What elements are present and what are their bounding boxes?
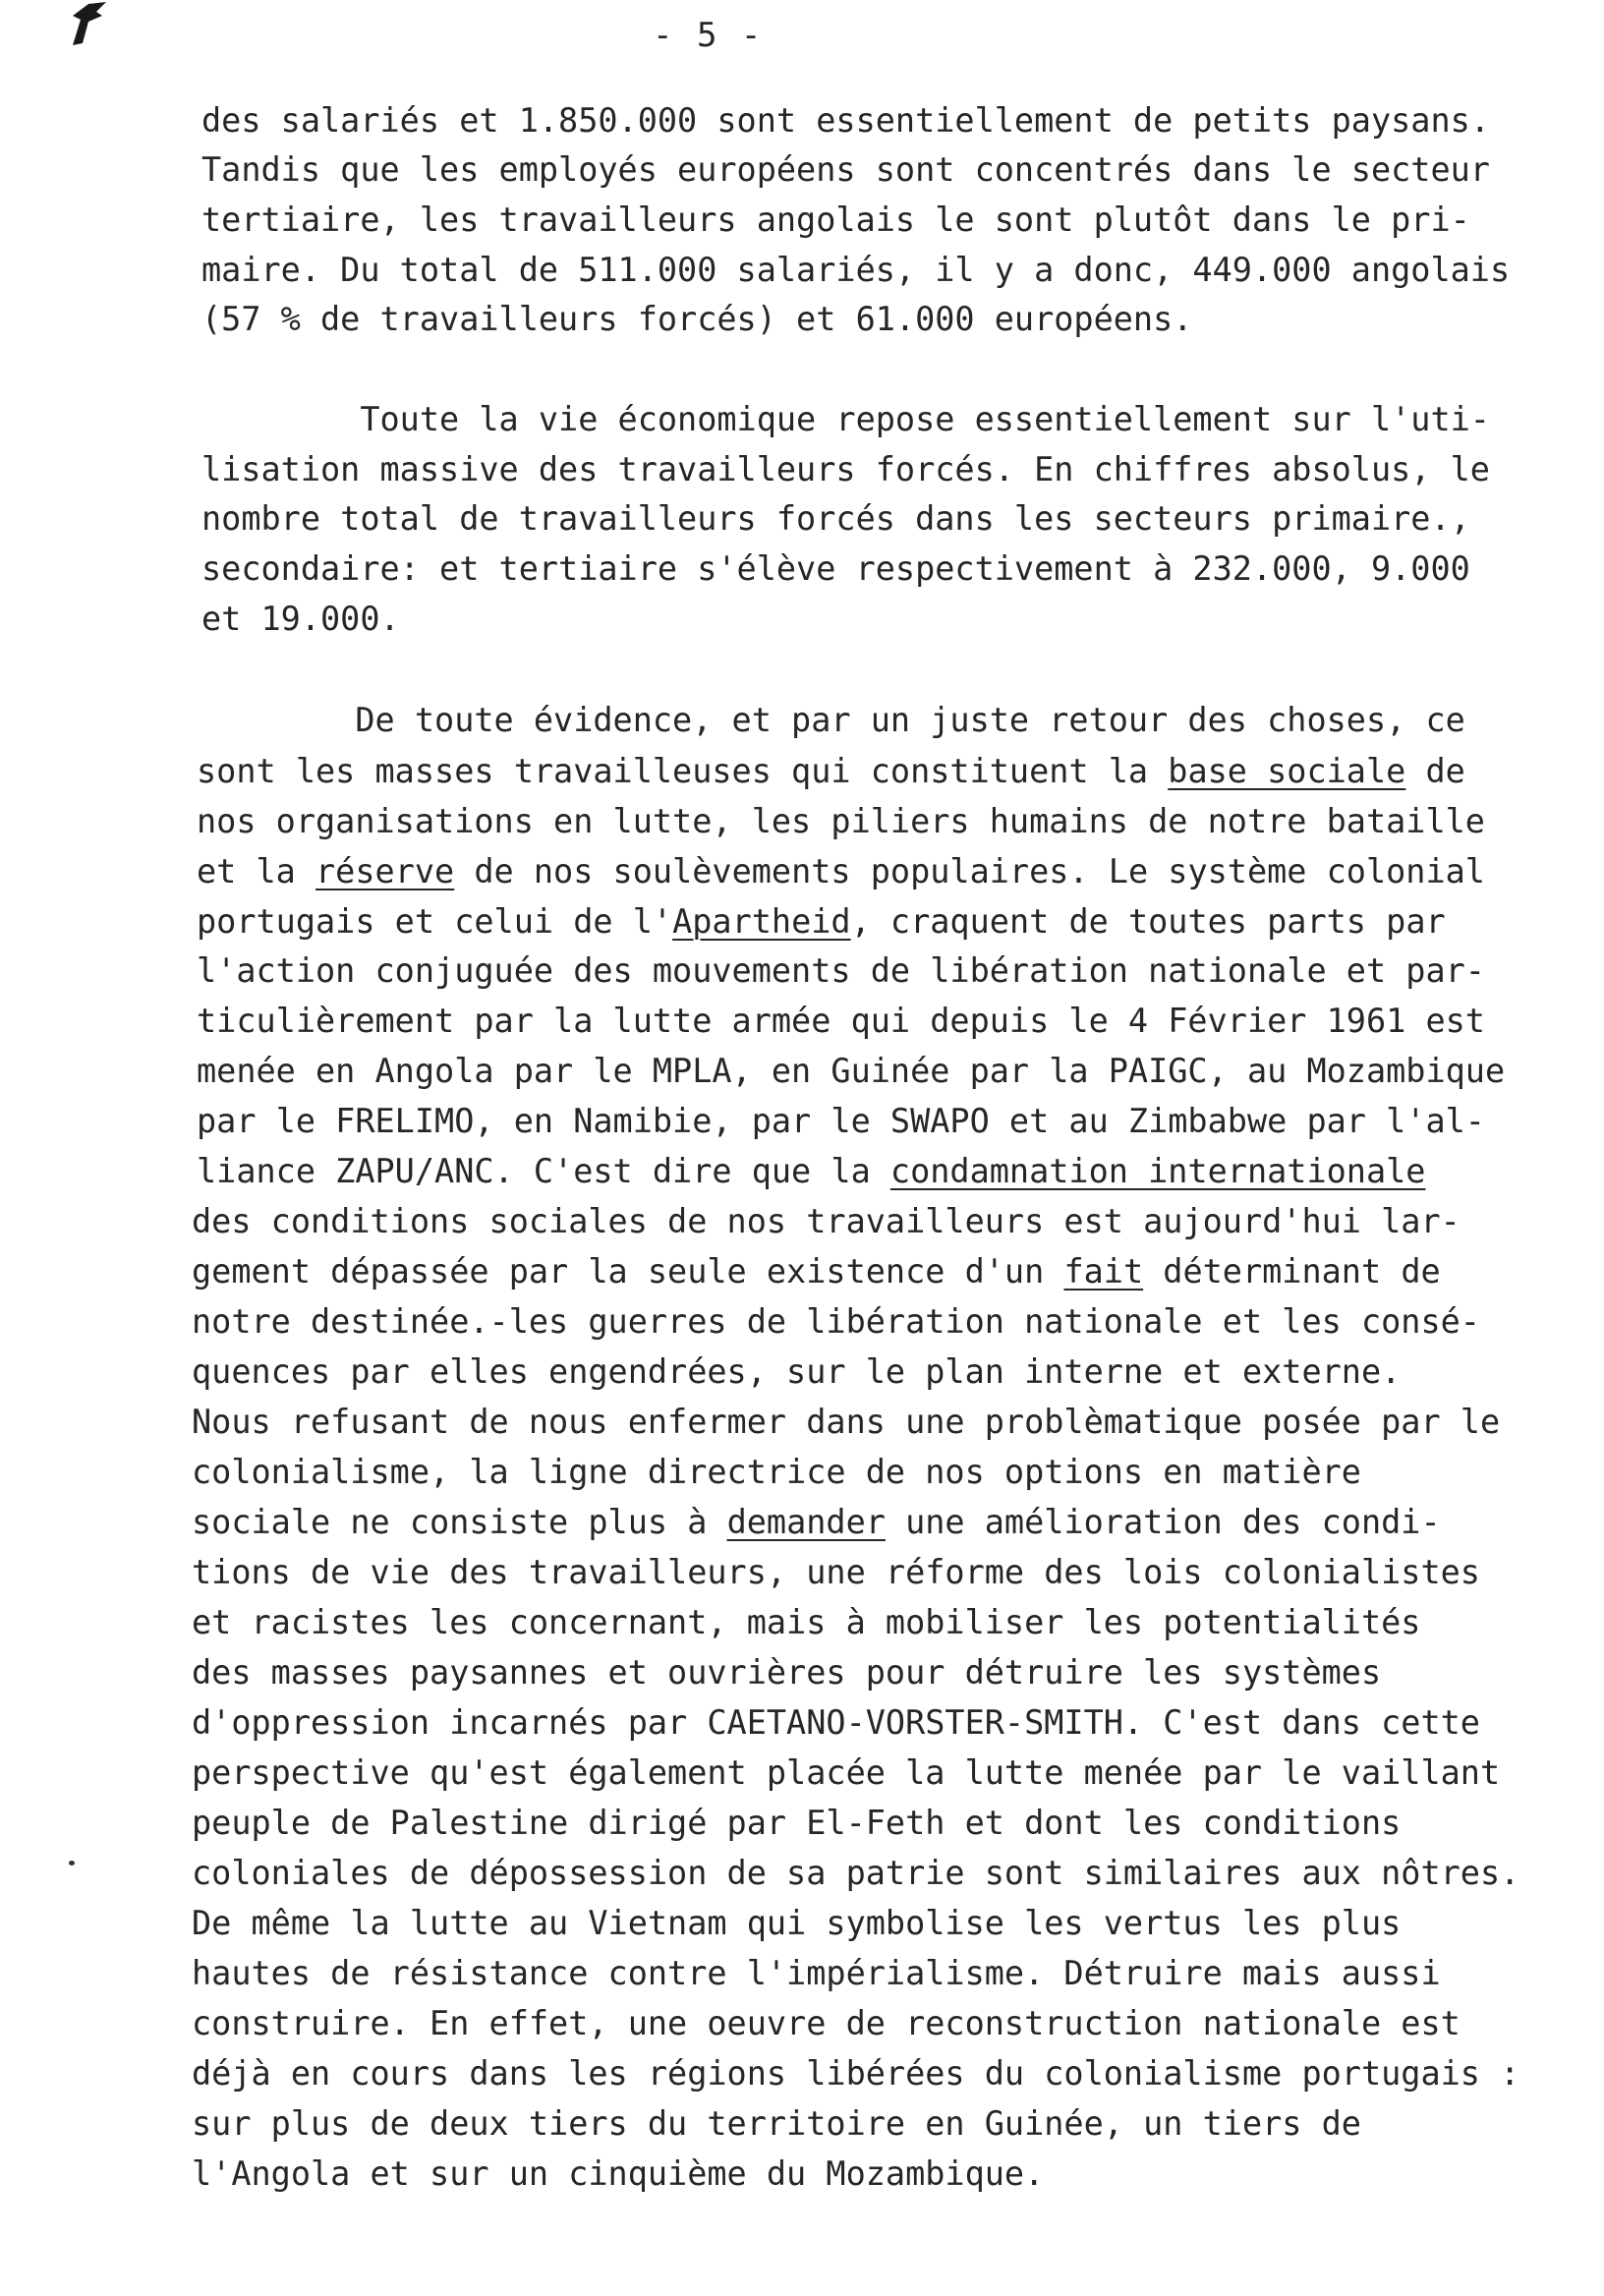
text-line: d'oppression incarnés par CAETANO-VORSTER-SMITH. C'est dans cette (192, 1703, 1480, 1742)
text-line: maire. Du total de 511.000 salariés, il y a donc, 449.000 angolais (201, 251, 1511, 289)
text-line: notre destinée.-les guerres de libération nationale et les consé- (192, 1302, 1480, 1341)
text-line: ticulièrement par la lutte armée qui depuis le 4 Février 1961 est (197, 1002, 1485, 1040)
text-line: Nous refusant de nous enfermer dans une problèmatique posée par le (192, 1403, 1501, 1441)
text-line: hautes de résistance contre l'impérialisme. Détruire mais aussi (192, 1954, 1441, 1992)
text-line: portugais et celui de l'Apartheid, craquent de toutes parts par (197, 902, 1446, 941)
page-number: - 5 - (653, 16, 764, 55)
text-line: quences par elles engendrées, sur le plan interne et externe. (192, 1352, 1402, 1391)
text-line: et la réserve de nos soulèvements populaires. Le système colonial (197, 852, 1485, 890)
text-line: secondaire: et tertiaire s'élève respectivement à 232.000, 9.000 (201, 549, 1470, 588)
text-line: gement dépassée par la seule existence d'un fait déterminant de (192, 1252, 1441, 1291)
text-line: nombre total de travailleurs forcés dans les secteurs primaire., (201, 499, 1470, 538)
text-line: De toute évidence, et par un juste retour des choses, ce (197, 701, 1465, 739)
text-line: sociale ne consiste plus à demander une amélioration des condi- (192, 1503, 1441, 1541)
text-line: tions de vie des travailleurs, une réforme des lois colonialistes (192, 1553, 1480, 1591)
text-line: Toute la vie économique repose essentiellement sur l'uti- (201, 400, 1490, 438)
text-line: coloniales de dépossession de sa patrie sont similaires aux nôtres. (192, 1854, 1520, 1892)
text-line: l'action conjuguée des mouvements de libération nationale et par- (197, 951, 1485, 990)
text-line: des salariés et 1.850.000 sont essentiellement de petits paysans. (201, 101, 1490, 140)
text-line: l'Angola et sur un cinquième du Mozambique. (192, 2154, 1045, 2193)
text-line: Tandis que les employés européens sont concentrés dans le secteur (201, 150, 1490, 189)
text-line: construire. En effet, une oeuvre de reconstruction nationale est (192, 2004, 1461, 2042)
text-line: déjà en cours dans les régions libérées du colonialisme portugais : (192, 2054, 1520, 2093)
text-line: menée en Angola par le MPLA, en Guinée par la PAIGC, au Mozambique (197, 1052, 1506, 1090)
text-line: nos organisations en lutte, les piliers humains de notre bataille (197, 802, 1485, 840)
text-line: par le FRELIMO, en Namibie, par le SWAPO et au Zimbabwe par l'al- (197, 1102, 1485, 1140)
text-line: colonialisme, la ligne directrice de nos options en matière (192, 1453, 1361, 1491)
text-line: peuple de Palestine dirigé par El-Feth et dont les conditions (192, 1804, 1402, 1842)
ink-mark-icon (67, 0, 110, 47)
text-line: perspective qu'est également placée la lutte menée par le vaillant (192, 1753, 1501, 1792)
ink-speck (69, 1861, 75, 1866)
text-line: et 19.000. (201, 600, 400, 638)
text-line: sur plus de deux tiers du territoire en Guinée, un tiers de (192, 2104, 1361, 2143)
text-line: et racistes les concernant, mais à mobiliser les potentialités (192, 1603, 1421, 1641)
text-line: tertiaire, les travailleurs angolais le sont plutôt dans le pri- (201, 201, 1470, 239)
text-line: liance ZAPU/ANC. C'est dire que la condamnation internationale (197, 1152, 1426, 1190)
text-line: des conditions sociales de nos travailleurs est aujourd'hui lar- (192, 1202, 1461, 1240)
text-line: des masses paysannes et ouvrières pour détruire les systèmes (192, 1653, 1382, 1692)
text-line: sont les masses travailleuses qui constituent la base sociale de (197, 752, 1465, 790)
text-line: (57 % de travailleurs forcés) et 61.000 européens. (201, 300, 1193, 338)
text-line: De même la lutte au Vietnam qui symbolise les vertus les plus (192, 1904, 1402, 1942)
text-line: lisation massive des travailleurs forcés. En chiffres absolus, le (201, 450, 1490, 488)
